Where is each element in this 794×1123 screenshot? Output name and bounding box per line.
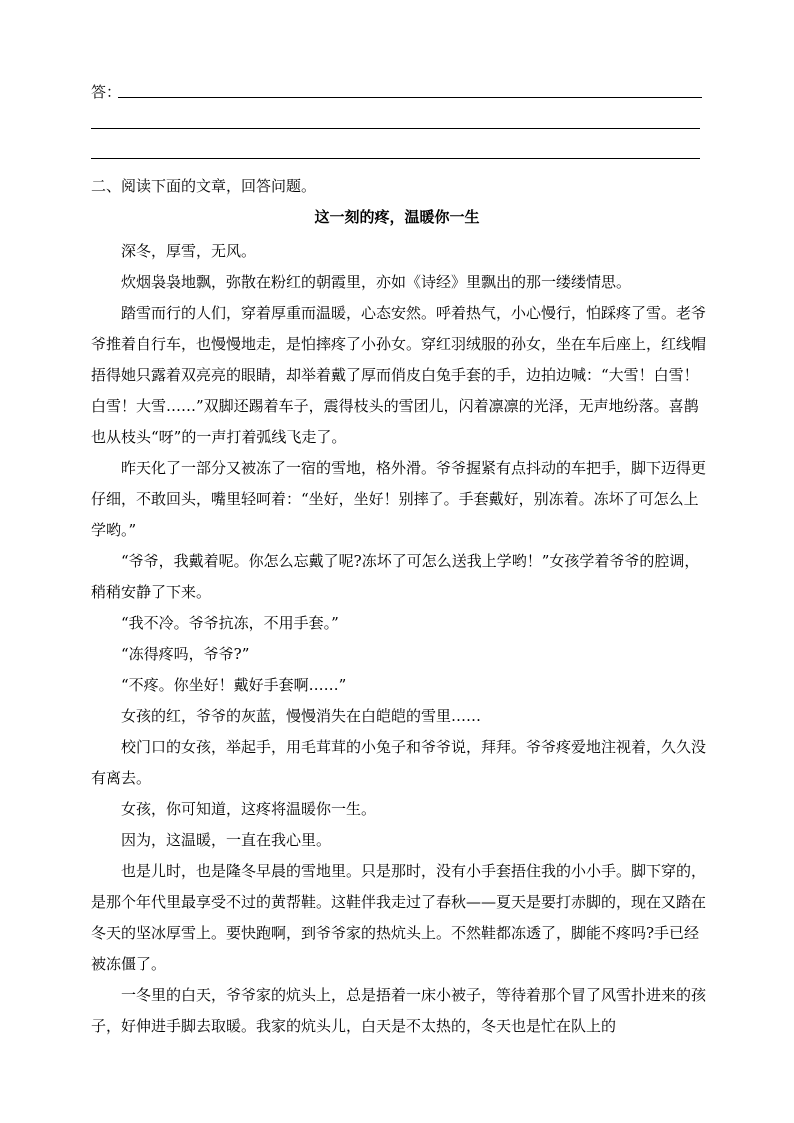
question-heading: 二、阅读下面的文章，回答问题。 xyxy=(91,177,317,195)
paragraph: “冻得疼吗，爷爷?” xyxy=(121,645,250,663)
paragraph: “我不冷。爷爷抗冻，不用手套。” xyxy=(121,614,339,632)
article-title: 这一刻的疼，温暖你一生 xyxy=(314,208,480,226)
paragraph: “爷爷，我戴着呢。你怎么忘戴了呢?冻坏了可怎么送我上学哟！”女孩学着爷爷的腔调，稍稍安静了下来。 xyxy=(91,552,700,601)
paragraph: 也是儿时，也是隆冬早晨的雪地里。只是那时，没有小手套捂住我的小小手。脚下穿的，是那个年代里最享受不过的黄帮鞋。这鞋伴我走过了春秋——夏天是要打赤脚的，现在又踏在冬天的坚冰厚雪上。要快跑啊，到爷爷家的热炕头上。不然鞋都冻透了，脚能不疼吗?手已经被冻僵了。 xyxy=(91,862,707,973)
answer-line-2 xyxy=(91,128,700,129)
paragraph: 校门口的女孩，举起手，用毛茸茸的小兔子和爷爷说，拜拜。爷爷疼爱地注视着，久久没有离去。 xyxy=(91,738,707,787)
answer-row xyxy=(91,82,701,102)
paragraph: 炊烟袅袅地飘，弥散在粉红的朝霞里，亦如《诗经》里飘出的那一缕缕情思。 xyxy=(121,273,632,291)
article-body xyxy=(91,236,711,1042)
answer-label: 答： xyxy=(91,83,122,101)
paragraph: 因为，这温暖，一直在我心里。 xyxy=(121,831,332,849)
answer-line-3 xyxy=(91,158,700,159)
paragraph: 一冬里的白天，爷爷家的炕头上，总是捂着一床小被子，等待着那个冒了风雪扑进来的孩子，好伸进手脚去取暖。我家的炕头儿，白天是不太热的，冬天也是忙在队上的 xyxy=(91,986,707,1035)
paragraph: 女孩，你可知道，这疼将温暖你一生。 xyxy=(121,800,377,818)
paragraph: 昨天化了一部分又被冻了一宿的雪地，格外滑。爷爷握紧有点抖动的车把手，脚下迈得更仔细，不敢回头，嘴里轻呵着：“坐好，坐好！别摔了。手套戴好，别冻着。冻坏了可怎么上学哟。” xyxy=(91,459,707,539)
paragraph: 踏雪而行的人们，穿着厚重而温暖，心态安然。呼着热气，小心慢行，怕踩疼了雪。老爷爷推着自行车，也慢慢地走，是怕摔疼了小孙女。穿红羽绒服的孙女，坐在车后座上，红线帽捂得她只露着双亮亮的眼睛，却举着戴了厚而俏皮白兔手套的手，边拍边喊：“大雪！白雪！白雪！大雪……”双脚还踢着车子，震得枝头的雪团儿，闪着凛凛的光泽，无声地纷落。喜鹊也从枝头“呀”的一声打着弧线飞走了。 xyxy=(91,304,707,446)
answer-line-1 xyxy=(118,97,702,98)
paragraph: 女孩的红，爷爷的灰蓝，慢慢消失在白皑皑的雪里…… xyxy=(121,707,482,725)
paragraph: 深冬，厚雪，无风。 xyxy=(121,242,257,260)
paragraph: “不疼。你坐好！戴好手套啊……” xyxy=(121,676,347,694)
